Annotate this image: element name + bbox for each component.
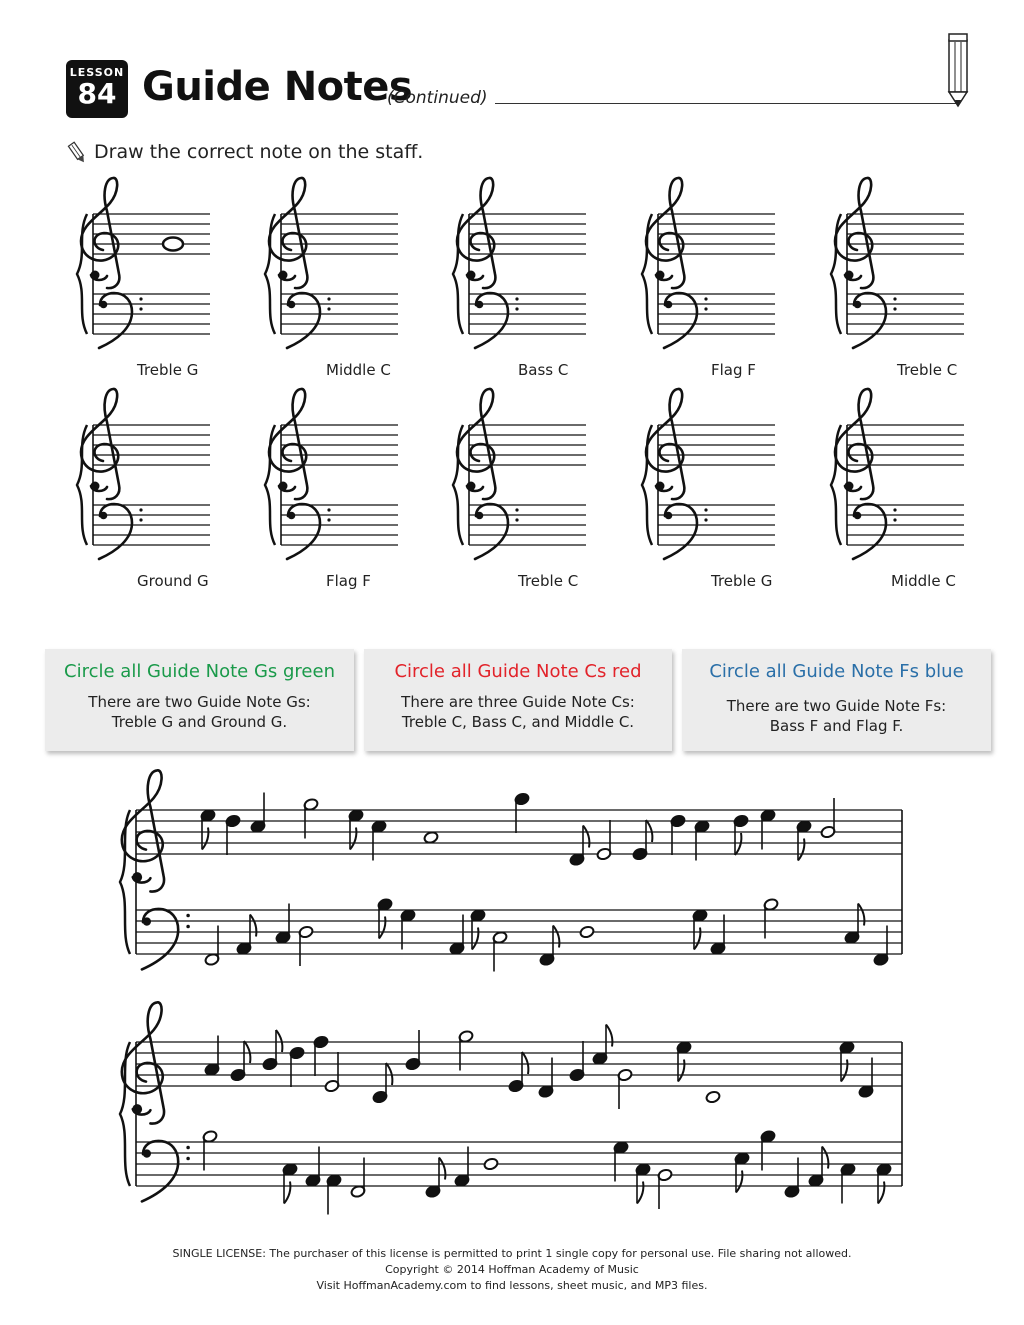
exercise-label: Treble C (897, 361, 958, 379)
box-blue (682, 649, 991, 751)
music-note (230, 1041, 250, 1082)
grand-staff (642, 178, 775, 348)
page-title: Guide Notes (142, 64, 413, 110)
music-note (262, 1030, 282, 1071)
music-note (579, 925, 595, 939)
music-note (313, 1035, 329, 1076)
grand-staff (831, 389, 964, 559)
exercise-label: Middle C (326, 361, 391, 379)
exercise-staff (628, 186, 778, 361)
box-red (364, 649, 672, 751)
box-blue-line1: There are two Guide Note Fs: (726, 697, 947, 715)
box-red-title: Circle all Guide Note Cs red (394, 661, 642, 682)
music-note (670, 814, 686, 855)
music-note (657, 1168, 673, 1209)
music-note (820, 798, 836, 839)
footer (0, 1246, 1024, 1294)
music-score (0, 760, 1024, 1230)
exercise-label: Treble G (711, 572, 773, 590)
music-note (423, 831, 439, 845)
music-note (514, 792, 530, 833)
exercise-label: Bass C (518, 361, 569, 379)
music-note (876, 1163, 892, 1204)
page-subtitle: (Continued) (387, 88, 488, 108)
music-note (596, 820, 612, 861)
music-note (326, 1174, 342, 1215)
grand-staff (453, 389, 586, 559)
box-red-line1: There are three Guide Note Cs: (401, 693, 635, 711)
box-blue-line2: Bass F and Flag F. (769, 717, 904, 735)
box-green-line1: There are two Guide Note Gs: (88, 693, 311, 711)
music-note (405, 1030, 421, 1071)
music-note (635, 1163, 651, 1204)
name-line (495, 103, 959, 104)
exercise-staff (63, 397, 213, 572)
music-note (492, 931, 508, 972)
music-note (705, 1090, 721, 1104)
exercise-staff (439, 397, 589, 572)
pencil-small-icon (66, 140, 90, 166)
music-note (617, 1068, 633, 1109)
music-note (508, 1052, 528, 1093)
grand-staff (453, 178, 586, 348)
box-blue-title: Circle all Guide Note Fs blue (709, 661, 964, 682)
footer-copyright: Copyright © 2014 Hoffman Academy of Music (385, 1263, 639, 1276)
exercise-staff (817, 186, 967, 361)
music-note (250, 793, 266, 834)
exercise-staff (251, 186, 401, 361)
grand-staff (265, 178, 398, 348)
music-note (289, 1046, 305, 1087)
grand-staff (120, 1002, 902, 1201)
music-note (840, 1163, 856, 1204)
lesson-badge (66, 60, 128, 118)
lesson-word: LESSON (69, 66, 125, 79)
box-green (45, 649, 354, 751)
exercise-label: Treble C (518, 572, 579, 590)
music-note (372, 1063, 392, 1104)
pencil-icon (946, 30, 972, 110)
music-note (324, 1052, 340, 1093)
music-note (592, 1025, 612, 1066)
exercise-staff (439, 186, 589, 361)
instruction-text: Draw the correct note on the staff. (94, 141, 424, 163)
exercise-staff (817, 397, 967, 572)
music-note (282, 1163, 298, 1204)
box-green-line2: Treble G and Ground G. (111, 713, 288, 731)
box-green-title: Circle all Guide Note Gs green (64, 661, 335, 682)
example-whole-note (163, 238, 183, 251)
exercise-label: Flag F (326, 572, 371, 590)
music-note (298, 925, 314, 966)
exercise-label: Flag F (711, 361, 756, 379)
footer-license: SINGLE LICENSE: The purchaser of this license is permitted to print 1 single copy for personal use. File sharing not allowed. (172, 1247, 852, 1260)
music-note (632, 820, 652, 861)
grand-staff (120, 770, 902, 969)
grand-staff (831, 178, 964, 348)
music-note (483, 1157, 499, 1171)
footer-visit: Visit HoffmanAcademy.com to find lessons, sheet music, and MP3 files. (316, 1279, 708, 1292)
exercise-staff (628, 397, 778, 572)
music-note (733, 814, 749, 855)
grand-staff (265, 389, 398, 559)
exercise-staff (251, 397, 401, 572)
exercise-staff (63, 186, 213, 361)
grand-staff (77, 389, 210, 559)
exercise-label: Middle C (891, 572, 956, 590)
exercise-label: Treble G (137, 361, 199, 379)
grand-staff (642, 389, 775, 559)
music-note (569, 1041, 585, 1082)
box-red-line2: Treble C, Bass C, and Middle C. (401, 713, 635, 731)
exercise-label: Ground G (137, 572, 209, 590)
music-note (225, 814, 241, 855)
grand-staff (77, 178, 210, 348)
lesson-number: 84 (77, 77, 117, 110)
